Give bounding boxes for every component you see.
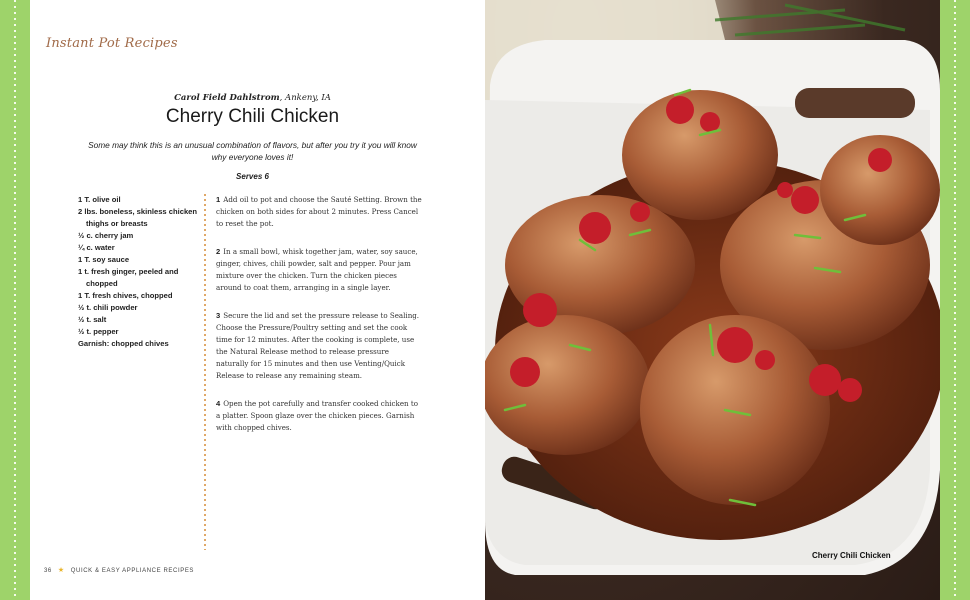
step-number: 4	[216, 399, 221, 408]
serves-label: Serves 6	[236, 172, 269, 181]
author-location: , Ankeny, IA	[279, 93, 331, 103]
step-number: 2	[216, 247, 221, 256]
recipe-intro: Some may think this is an unusual combination of flavors, but after you try it you will know why everyone loves it!	[88, 140, 417, 162]
ingredient-item: ½ t. pepper	[78, 327, 119, 336]
page-footer	[44, 566, 194, 574]
section-title: Instant Pot Recipes	[46, 36, 178, 51]
recipe-step	[216, 310, 422, 382]
page-number: 36	[44, 568, 52, 574]
ingredient-item: 1 T. soy sauce	[78, 255, 130, 264]
recipe-steps	[216, 194, 422, 450]
recipe-step	[216, 246, 422, 294]
ingredient-item: ½ t. salt	[78, 315, 107, 324]
author-byline	[30, 93, 475, 103]
photo-caption: Cherry Chili Chicken	[812, 551, 891, 560]
left-green-border	[0, 0, 30, 600]
recipe-step	[216, 194, 422, 230]
ingredient-list	[78, 194, 208, 350]
recipe-title: Cherry Chili Chicken	[165, 106, 340, 127]
ingredient-item: 1 T. fresh chives, chopped	[78, 291, 173, 300]
right-green-border	[940, 0, 970, 600]
ingredient-item: 2 lbs. boneless, skinless chicken thighs or breasts	[78, 207, 198, 228]
step-text: Secure the lid and set the pressure release to Sealing. Choose the Pressure/Poultry setting and set the cook time for 12 minutes. After the cooking is complete, use the Natural Release method to release pressure naturally for 15 minutes and then use Venting/Quick Release to release any remaining steam.	[216, 311, 420, 380]
recipe-page	[30, 0, 485, 600]
recipe-step	[216, 398, 422, 434]
ingredient-item: ½ c. cherry jam	[78, 231, 134, 240]
step-number: 1	[216, 195, 221, 204]
chicken-platter-illustration	[485, 0, 940, 600]
step-text: Add oil to pot and choose the Sauté Setting. Brown the chicken on both sides for about 2 minutes. Press Cancel to reset the pot.	[216, 195, 422, 228]
step-text: In a small bowl, whisk together jam, water, soy sauce, ginger, chives, chili powder, salt and pepper. Pour jam mixture over the chicken. Turn the chicken pieces around to coat them, arranging in a single layer.	[216, 247, 418, 292]
author-name: Carol Field Dahlstrom	[174, 93, 280, 103]
star-icon: ★	[57, 567, 65, 574]
ingredient-item: ¼ c. water	[78, 243, 115, 252]
ingredient-item: ½ t. chili powder	[78, 303, 138, 312]
ingredient-item: 1 T. olive oil	[78, 195, 121, 204]
food-photo	[485, 0, 940, 600]
column-divider	[204, 194, 206, 550]
step-number: 3	[216, 311, 221, 320]
book-title: QUICK & EASY APPLIANCE RECIPES	[70, 568, 195, 574]
ingredient-item: 1 t. fresh ginger, peeled and chopped	[78, 267, 179, 288]
ingredient-item: Garnish: chopped chives	[78, 339, 169, 348]
step-text: Open the pot carefully and transfer cooked chicken to a platter. Spoon glaze over the chicken pieces. Garnish with chopped chives.	[216, 399, 418, 432]
